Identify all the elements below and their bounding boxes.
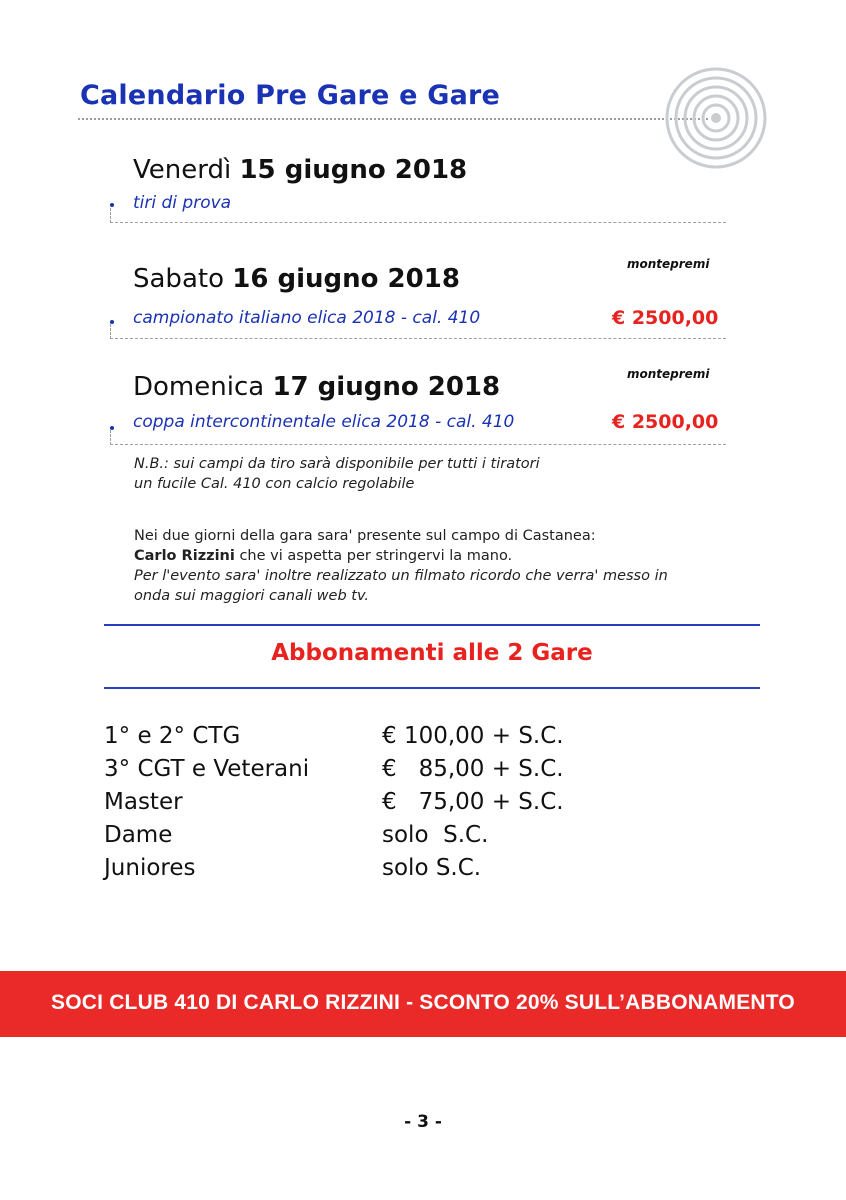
- note-line: un fucile Cal. 410 con calcio regolabile: [134, 476, 415, 492]
- page-number: - 3 -: [404, 1112, 442, 1132]
- section-divider-top: [104, 624, 760, 626]
- event-divider: [110, 430, 726, 445]
- price-row: [104, 723, 624, 756]
- price-value: € 85,00 + S.C.: [382, 756, 564, 782]
- day-heading-friday: Venerdì 15 giugno 2018: [133, 155, 468, 185]
- event-divider: [110, 208, 726, 223]
- note-line: N.B.: sui campi da tiro sarà disponibile per tutti i tiratori: [134, 456, 540, 472]
- info-line: Per l'evento sara' inoltre realizzato un filmato ricordo che verra' messo in: [134, 568, 668, 584]
- price-row: [104, 789, 624, 822]
- info-line: Nei due giorni della gara sara' presente sul campo di Castanea:: [134, 528, 596, 544]
- day-heading-saturday: Sabato 16 giugno 2018: [133, 264, 460, 294]
- price-value: € 75,00 + S.C.: [382, 789, 564, 815]
- page-title: Calendario Pre Gare e Gare: [80, 80, 501, 111]
- price-row: [104, 855, 624, 888]
- discount-banner: [0, 971, 846, 1037]
- info-line: onda sui maggiori canali web tv.: [134, 588, 369, 604]
- price-category: 1° e 2° CTG: [104, 723, 241, 749]
- title-divider: [78, 118, 708, 120]
- price-category: Dame: [104, 822, 173, 848]
- prize-label: montepremi: [627, 257, 710, 271]
- section-divider-bottom: [104, 687, 760, 689]
- bullet-dot: [110, 203, 114, 207]
- price-value: solo S.C.: [382, 822, 489, 848]
- info-block: [134, 526, 668, 606]
- price-category: Juniores: [104, 855, 196, 881]
- price-row: [104, 756, 624, 789]
- day-heading-sunday: Domenica 17 giugno 2018: [133, 372, 501, 402]
- event-divider: [110, 324, 726, 339]
- banner-text: SOCI CLUB 410 DI CARLO RIZZINI - SCONTO 20% SULL’ABBONAMENTO: [51, 991, 795, 1014]
- subscriptions-title: Abbonamenti alle 2 Gare: [271, 640, 593, 666]
- price-row: [104, 822, 624, 855]
- note-block: [134, 454, 540, 494]
- price-category: Master: [104, 789, 183, 815]
- price-value: solo S.C.: [382, 855, 482, 881]
- event-sunday: coppa intercontinentale elica 2018 - cal. 410: [133, 412, 515, 432]
- prize-amount: € 2500,00: [612, 307, 719, 329]
- target-icon: [664, 66, 768, 170]
- price-category: 3° CGT e Veterani: [104, 756, 310, 782]
- prize-amount: € 2500,00: [612, 411, 719, 433]
- price-value: € 100,00 + S.C.: [382, 723, 564, 749]
- event-saturday: campionato italiano elica 2018 - cal. 410: [133, 308, 481, 328]
- prize-label: montepremi: [627, 367, 710, 381]
- info-line: Carlo Rizzini che vi aspetta per stringervi la mano.: [134, 548, 513, 564]
- event-friday: tiri di prova: [133, 193, 232, 213]
